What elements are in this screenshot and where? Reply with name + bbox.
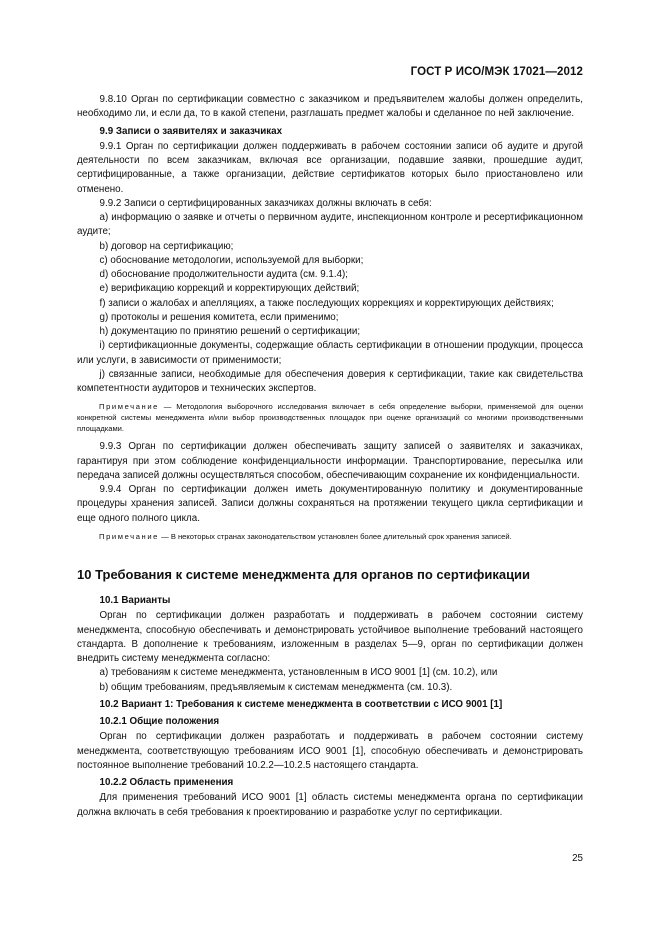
document-header: ГОСТ Р ИСО/МЭК 17021—2012 [410, 66, 583, 78]
list-item: h) документацию по принятию решений о сертификации; [99, 326, 361, 337]
note-2 [77, 531, 583, 542]
list-item: f) записи о жалобах и апелляциях, а также последующих коррекциях и корректирующих действиях; [99, 297, 554, 309]
paragraph-10-1: Орган по сертификации должен разработать и поддерживать в рабочем состоянии систему менеджмента, способную обеспечивать и демонстрировать устойчивое выполнение требований настоящего стандарта. В дополнение к требованиям, изложенным в разделах 5—9, орган по сертификации должен внедрить систему менеджмента согласно: [77, 610, 583, 664]
heading-10-2: 10.2 Вариант 1: Требования к системе менеджмента в соответствии с ИСО 9001 [1] [99, 698, 503, 710]
list-item: c) обоснование методологии, используемой для выборки; [99, 254, 364, 266]
note-label: Примечание [99, 531, 159, 541]
section-10-title: 10 Требования к системе менеджмента для органов по сертификации [77, 566, 531, 582]
list-item: d) обоснование продолжительности аудита (см. 9.1.4); [99, 269, 349, 280]
paragraph-9-8-10: 9.8.10 Орган по сертификации совместно с заказчиком и предъявителем жалобы должен определить, необходимо ли, и если да, то в какой степени, разглашать предмет жалобы и сделанное по ней заключение. [77, 94, 583, 120]
list-item: j) связанные записи, необходимые для обеспечения доверия к сертификации, такие как свидетельства компетентности аудиторов и технических экспертов. [77, 368, 583, 394]
paragraph-9-9-2: 9.9.2 Записи о сертифицированных заказчиках должны включать в себя: [99, 197, 432, 209]
page-content [77, 93, 583, 820]
note-2-text: — В некоторых странах законодательством установлен более длительный срок хранения записей. [161, 531, 512, 541]
heading-10-2-1: 10.2.1 Общие положения [99, 716, 220, 727]
paragraph-10-2-1: Орган по сертификации должен разработать и поддерживать в рабочем состоянии систему менеджмента, соответствующую требованиям ИСО 9001 [1], способную обеспечивать и демонстрировать постоянное выполнение требований 10.2.2—10.2.5 настоящего стандарта. [77, 731, 583, 771]
list-item: e) верификацию коррекций и корректирующих действий; [99, 283, 360, 295]
list-item: a) требованиям к системе менеджмента, установленным в ИСО 9001 [1] (см. 10.2), или [99, 667, 498, 679]
list-item: b) общим требованиям, предъявляемым к системам менеджмента (см. 10.3). [99, 681, 453, 693]
paragraph-9-9-4: 9.9.4 Орган по сертификации должен иметь документированную политику и документированные процедуры хранения записей. Записи должны сохраняться на протяжении текущего цикла сертификации и еще одного полного цикла. [77, 484, 583, 524]
list-item: a) информацию о заявке и отчеты о первичном аудите, инспекционном контроле и ресертификационном аудите; [77, 212, 583, 238]
paragraph-10-2-2: Для применения требований ИСО 9001 [1] область системы менеджмента органа по сертификации должна включать в себя требования к проектированию и разработке услуг по сертификации. [77, 792, 583, 818]
list-item: i) сертификационные документы, содержащие область сертификации в отношении продукции, процесса или услуги, в зависимости от применимости; [77, 340, 583, 366]
paragraph-9-9-1: 9.9.1 Орган по сертификации должен поддерживать в рабочем состоянии записи об аудите и другой деятельности по всем заказчикам, включая все организации, подавшие заявки, прошедшие аудит, сертифицированные, а также организации, действие сертификатов которых было приостановлено или отменено. [77, 140, 583, 195]
paragraph-9-9-3: 9.9.3 Орган по сертификации должен обеспечивать защиту записей о заявителях и заказчиках, гарантируя при этом соблюдение конфиденциальности информации. Транспортирование, пересылка или передача записей должны осуществляться способом, обеспечивающим сохранение их конфиденциальности. [77, 441, 583, 481]
note-label: Примечание [99, 402, 159, 412]
list-item: g) протоколы и решения комитета, если применимо; [99, 311, 339, 323]
heading-10-2-2: 10.2.2 Область применения [99, 777, 234, 788]
note-1-text: — Методология выборочного исследования включает в себя определение выборки, применяемой для оценки конкретной системы менеджмента и/или выбор производственных площадок при оценке организаций со многими производственными площадками. [77, 402, 583, 434]
heading-10-1: 10.1 Варианты [99, 595, 171, 606]
heading-9-9: 9.9 Записи о заявителях и заказчиках [99, 125, 283, 137]
list-item: b) договор на сертификацию; [99, 240, 234, 252]
note-1 [77, 401, 583, 434]
page-number: 25 [572, 853, 583, 864]
